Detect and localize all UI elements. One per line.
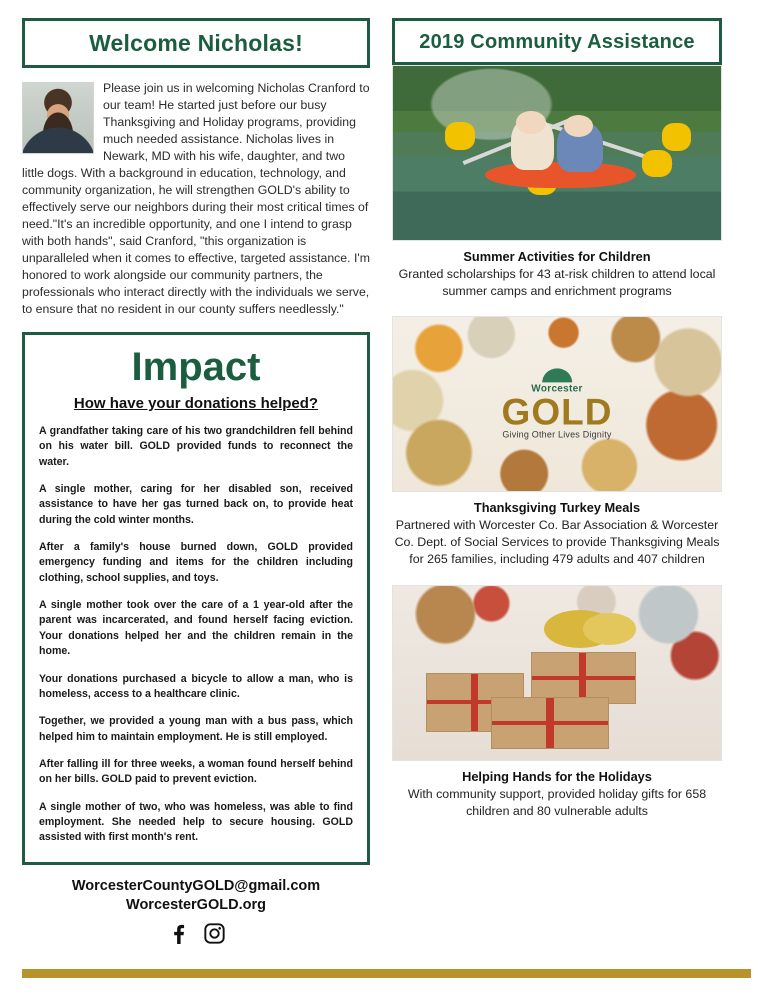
welcome-article	[22, 80, 370, 318]
social-links	[22, 923, 370, 945]
community-assistance-heading: 2019 Community Assistance	[419, 31, 695, 53]
gold-bow-icon	[583, 613, 635, 644]
contact-email[interactable]: WorcesterCountyGOLD@gmail.com	[71, 877, 321, 894]
facebook-icon[interactable]	[168, 923, 188, 945]
logo-tagline: Giving Other Lives Dignity	[502, 429, 612, 440]
right-column	[392, 18, 722, 836]
gift-ribbon-horizontal	[532, 676, 635, 680]
welcome-heading: Welcome Nicholas!	[89, 30, 303, 56]
assistance-card	[392, 316, 722, 568]
instagram-icon[interactable]	[204, 923, 225, 944]
impact-story: After a family's house burned down, GOLD provided emergency funding and items for the children including clothing, school supplies, and toys.	[39, 541, 353, 584]
impact-story: A single mother, caring for her disabled son, received assistance to have her gas turned back on, to provide heat during the cold winter months.	[39, 482, 353, 526]
impact-story: After falling ill for three weeks, a woman found herself behind on her bills. GOLD paid to prevent eviction.	[39, 757, 353, 786]
impact-story: A single mother took over the care of a 1 year-old after the parent was incarcerated, and found herself facing eviction. Your donations helped her and the children remain in the home.	[39, 599, 353, 658]
card-body: With community support, provided holiday gifts for 658 children and 80 vulnerable adults	[407, 786, 707, 818]
impact-story: Your donations purchased a bicycle to allow a man, who is homeless, access to a healthcare clinic.	[39, 672, 353, 700]
paddle-blade	[445, 122, 475, 150]
gift-box	[491, 697, 609, 749]
paddle-blade	[642, 150, 672, 178]
impact-subtitle: How have your donations helped?	[73, 394, 319, 412]
impact-story: Together, we provided a young man with a bus pass, which helped him to maintain employment. He is still employed.	[39, 715, 353, 743]
impact-story: A single mother of two, who was homeless, was able to find employment. She needed help to secure housing. GOLD assisted with first month's rent.	[39, 800, 353, 844]
gold-logo	[442, 369, 672, 440]
child-front-head	[516, 111, 546, 134]
two-column-layout	[22, 18, 751, 945]
impact-box	[22, 332, 370, 865]
logo-gold-text: GOLD	[501, 391, 613, 433]
paddle-blade	[662, 123, 692, 151]
card-body: Granted scholarships for 43 at-risk children to attend local summer camps and enrichment programs	[398, 267, 716, 299]
gifts-photo	[392, 585, 722, 761]
kayak-photo	[392, 65, 722, 241]
gold-swoosh-icon	[542, 369, 572, 383]
footer-gold-bar	[22, 969, 751, 978]
contact-block	[22, 877, 370, 945]
card-title: Summer Activities for Children	[463, 249, 651, 264]
assistance-card	[392, 65, 722, 300]
contact-website[interactable]: WorcesterGOLD.org	[126, 897, 266, 914]
welcome-paragraph: Please join us in welcoming Nicholas Cranford to our team! He started just before our busy Thanksgiving and Holiday programs, providing much needed assistance. Nicholas lives in Newark, MD with his wife, daughter, and two little dogs. With a background in education, technology, and community organization, he will strengthen GOLD's ability to effectively serve our neighbors during their most critical times of need."It's an incredible opportunity, and one I intend to grasp with both hands", said Cranford, "this organization is unparalleled when it comes to effective, targeted assistance. I'm honored to work alongside our community partners, the professionals who interact directly with the individuals we serve, to ensure that no resident in our county suffers needlessly."	[22, 81, 370, 316]
assistance-card	[392, 585, 722, 820]
card-title: Thanksgiving Turkey Meals	[473, 500, 641, 516]
left-column	[22, 18, 370, 945]
impact-title: Impact	[131, 344, 261, 389]
nicholas-portrait-photo	[22, 82, 94, 154]
thanksgiving-photo	[392, 316, 722, 492]
card-title: Helping Hands for the Holidays	[462, 768, 652, 784]
logo-worcester-text: Worcester	[531, 383, 583, 395]
community-assistance-headline-box	[392, 18, 722, 65]
gift-ribbon-horizontal	[492, 721, 608, 725]
impact-story: A grandfather taking care of his two grandchildren fell behind on his water bill. GOLD provided funds to reconnect the water.	[39, 424, 353, 468]
welcome-headline-box	[22, 18, 370, 68]
card-body: Partnered with Worcester Co. Bar Association & Worcester Co. Dept. of Social Services to provide Thanksgiving Meals for 265 families, including 479 adults and 407 children	[394, 518, 720, 567]
